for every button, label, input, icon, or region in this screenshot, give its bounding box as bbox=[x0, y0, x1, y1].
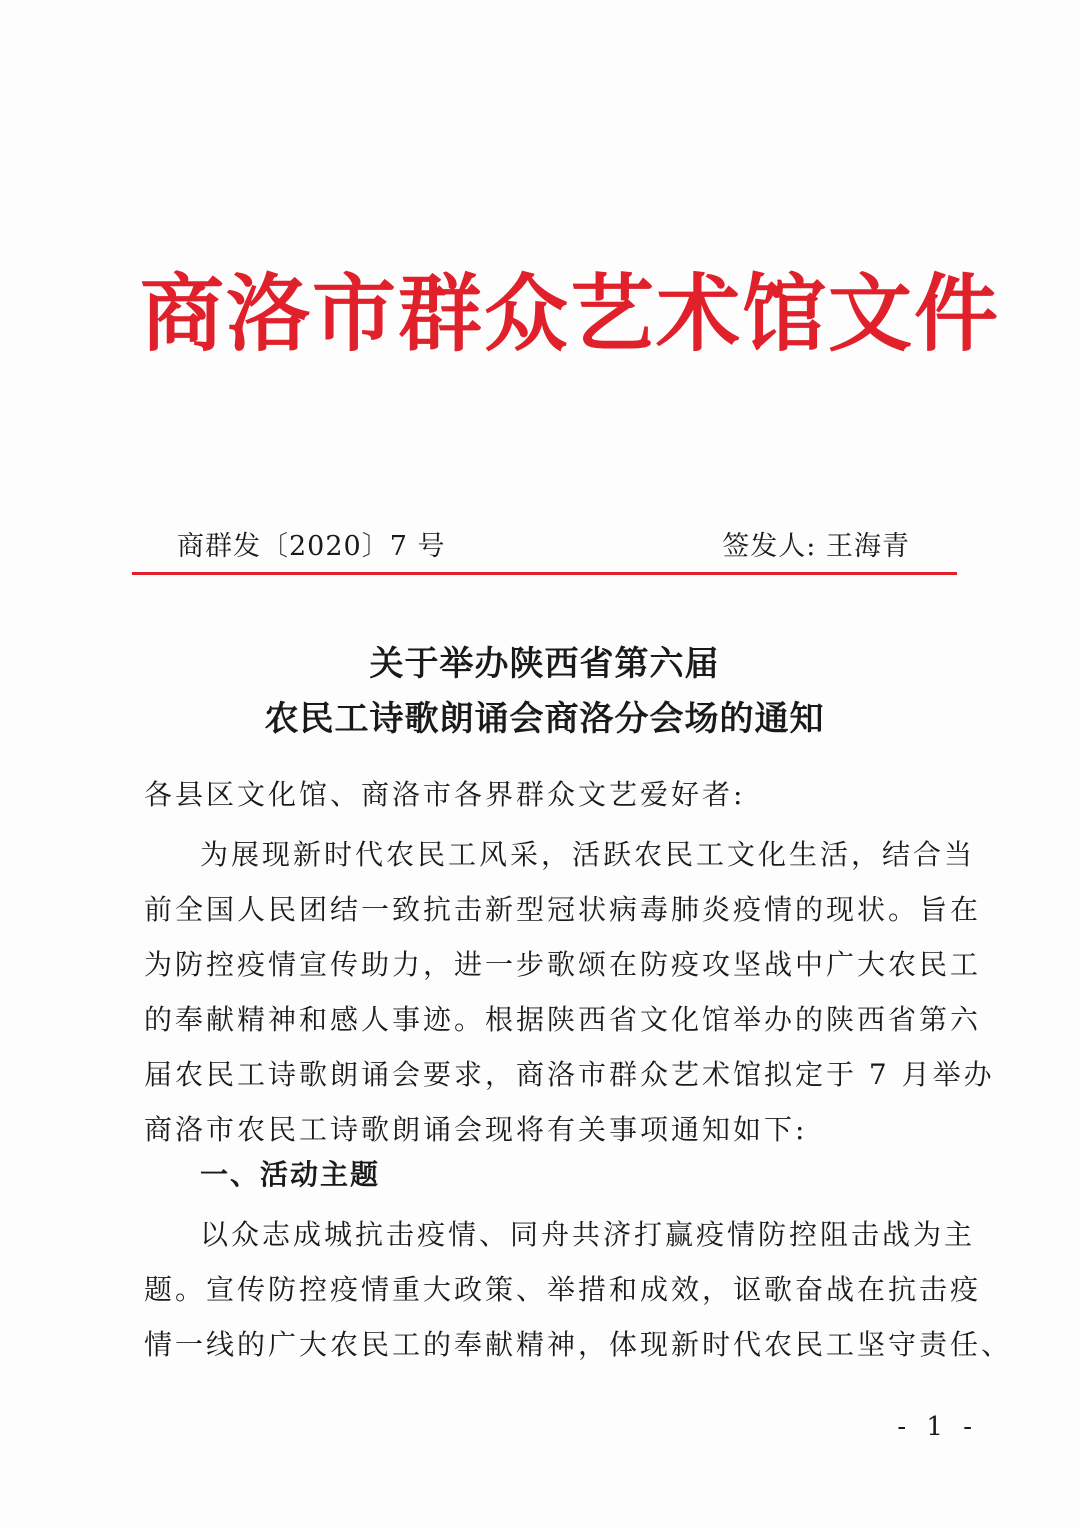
intro-line: 为防控疫情宣传助力，进一步歌颂在防疫攻坚战中广大农民工 bbox=[144, 948, 982, 981]
document-title-line-2: 农民工诗歌朗诵会商洛分会场的通知 bbox=[264, 699, 825, 739]
section-line: 情一线的广大农民工的奉献精神，体现新时代农民工坚守责任、 bbox=[144, 1328, 1013, 1361]
intro-line: 的奉献精神和感人事迹。根据陕西省文化馆举办的陕西省第六 bbox=[144, 1003, 982, 1036]
intro-line: 商洛市农民工诗歌朗诵会现将有关事项通知如下: bbox=[144, 1113, 808, 1146]
section-line: 题。宣传防控疫情重大政策、举措和成效，讴歌奋战在抗击疫 bbox=[144, 1273, 982, 1306]
salutation: 各县区文化馆、商洛市各界群众文艺爱好者: bbox=[144, 778, 746, 811]
section-line: 以众志成城抗击疫情、同舟共济打赢疫情防控阻击战为主 bbox=[200, 1218, 976, 1251]
section-heading-theme: 一、活动主题 bbox=[200, 1158, 381, 1191]
masthead-title: 商洛市群众艺术馆文件 bbox=[140, 264, 1001, 363]
signer-name: 王海青 bbox=[826, 531, 910, 562]
red-divider-rule bbox=[132, 572, 957, 575]
document-number: 商群发〔2020〕7 号 bbox=[177, 531, 446, 562]
intro-line: 届农民工诗歌朗诵会要求，商洛市群众艺术馆拟定于 7 月举办 bbox=[144, 1058, 995, 1091]
signer-block bbox=[722, 524, 910, 563]
signer-label: 签发人: bbox=[722, 531, 817, 562]
intro-line: 前全国人民团结一致抗击新型冠状病毒肺炎疫情的现状。旨在 bbox=[144, 893, 982, 926]
intro-line: 为展现新时代农民工风采，活跃农民工文化生活，结合当 bbox=[200, 838, 976, 871]
page-number: - 1 - bbox=[897, 1412, 978, 1442]
document-title-line-1: 关于举办陕西省第六届 bbox=[369, 644, 720, 684]
